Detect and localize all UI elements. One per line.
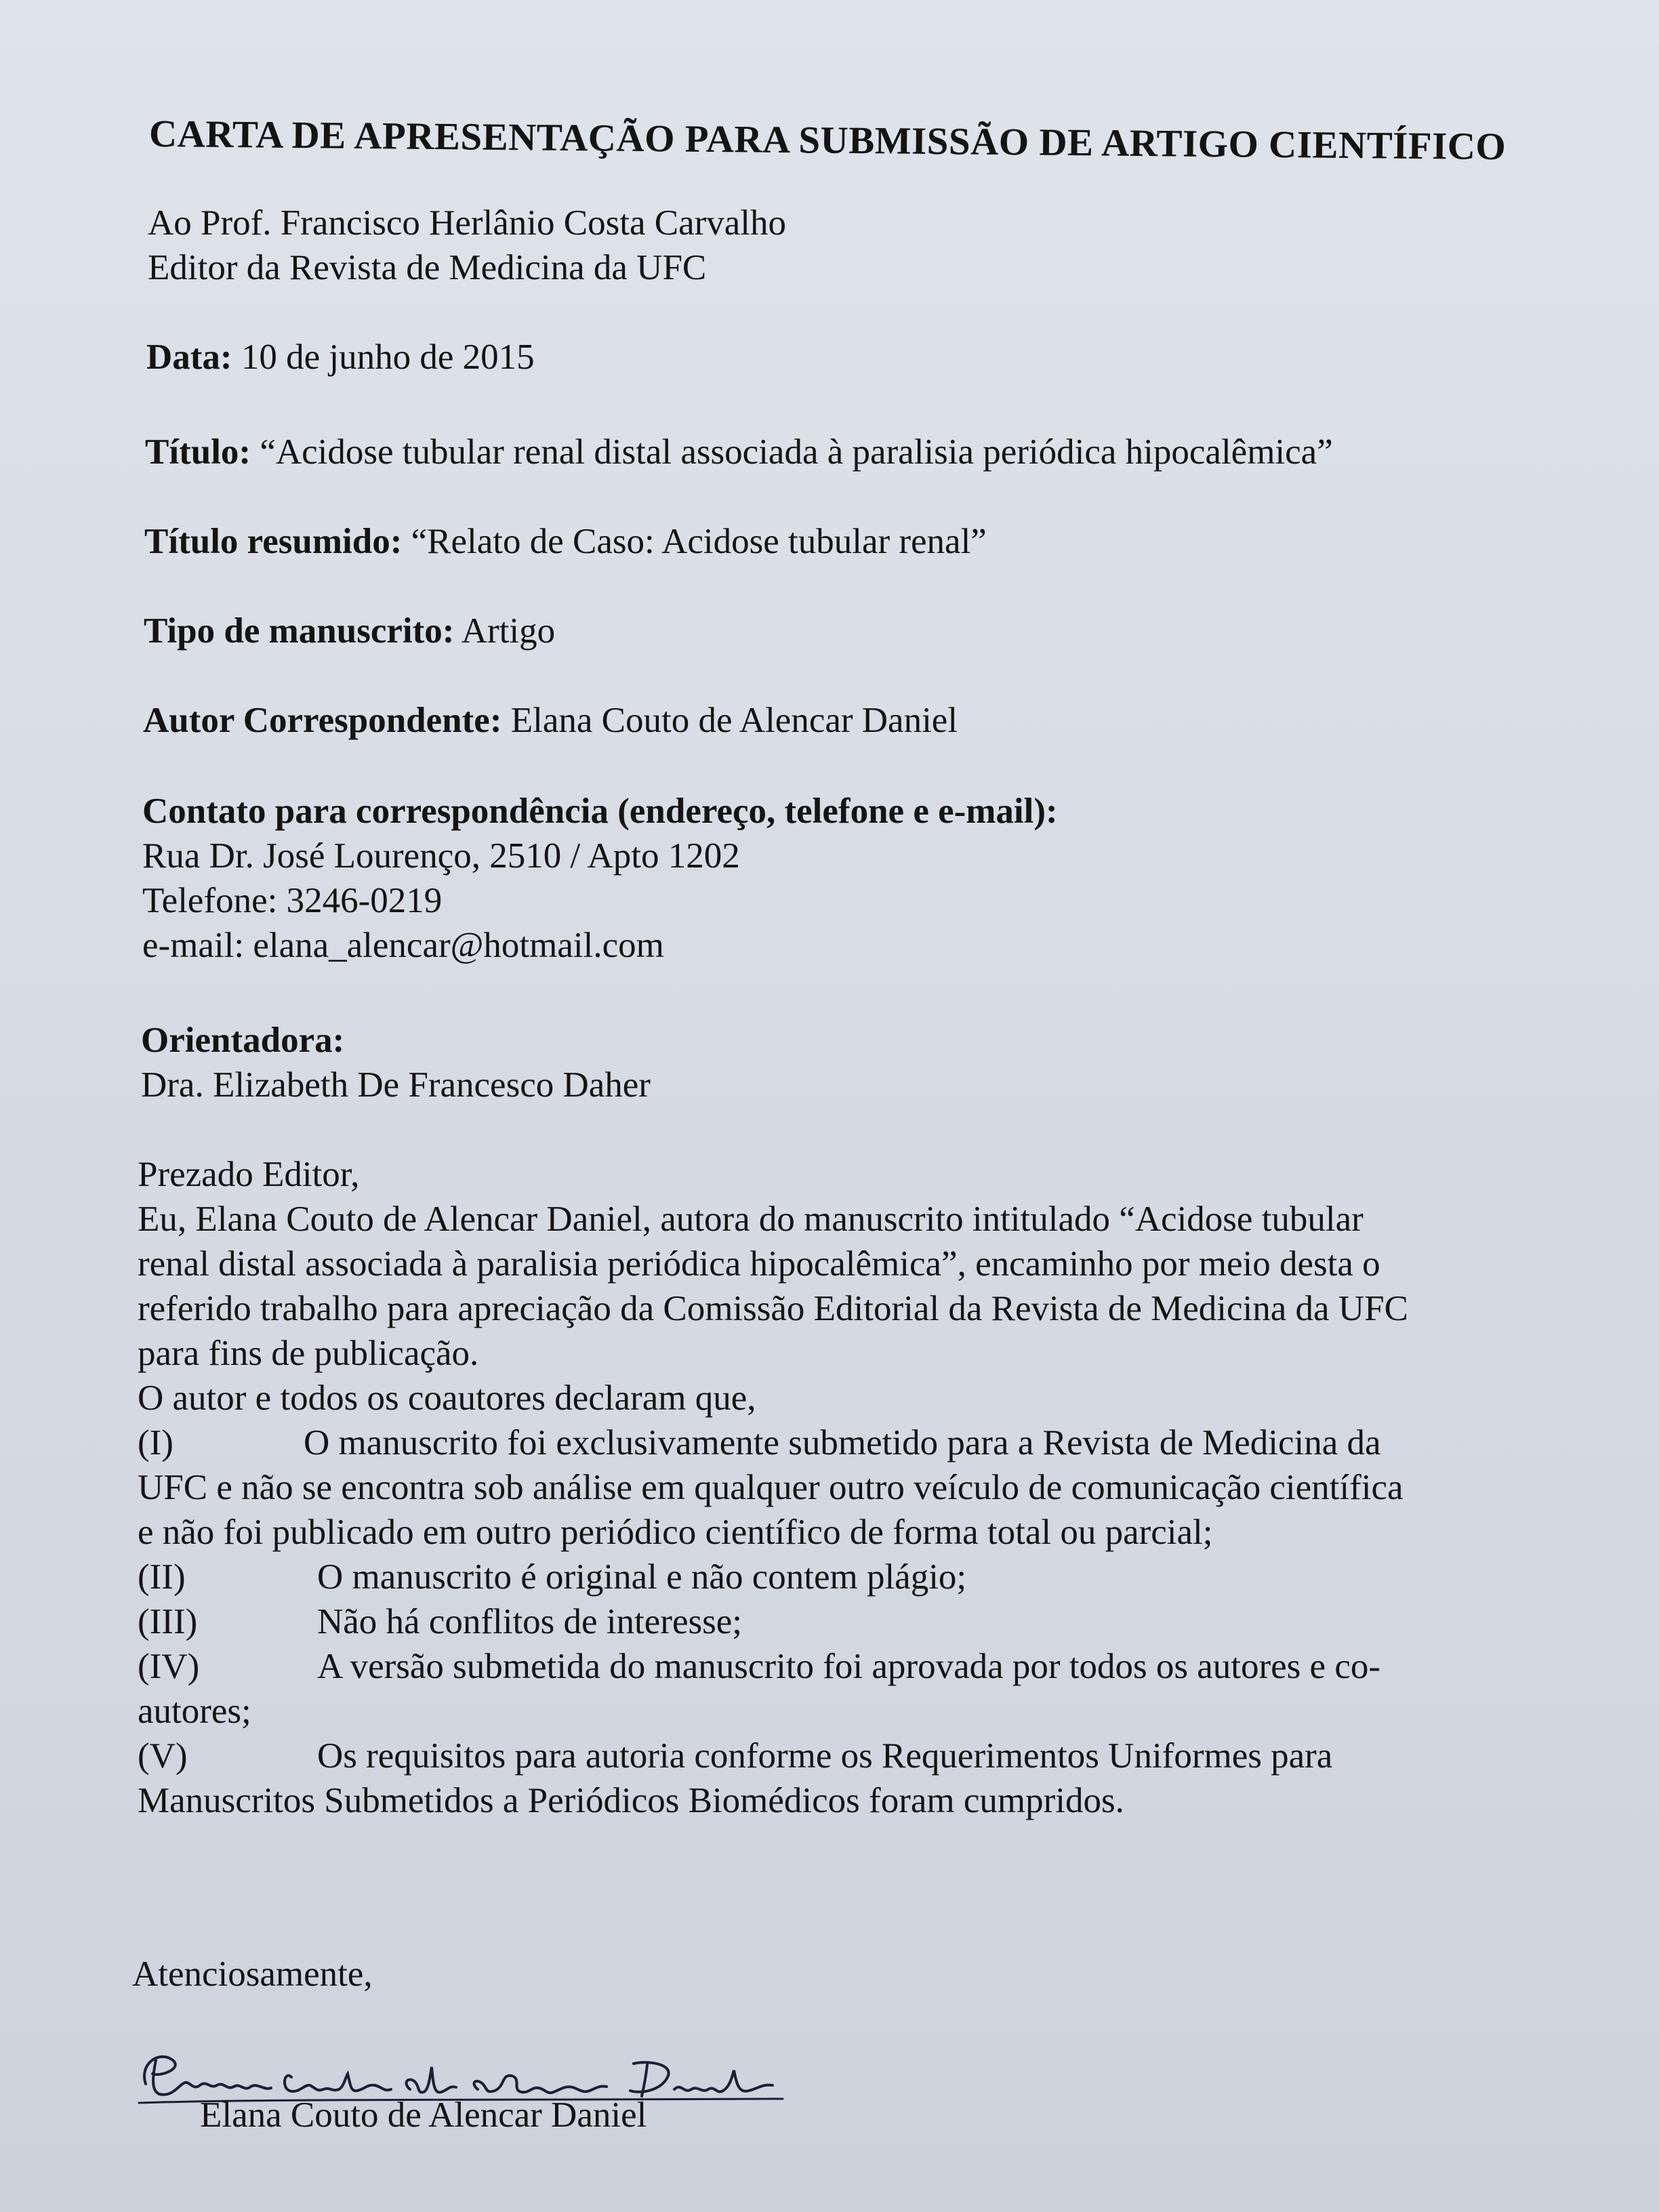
item-number: (V) xyxy=(138,1736,188,1776)
date-field xyxy=(146,335,535,380)
item-text: O manuscrito é original e não contem plágio; xyxy=(317,1557,967,1597)
body-line: renal distal associada à paralisia periódica hipocalêmica”, encaminho por meio desta o xyxy=(138,1244,1380,1284)
closing: Atenciosamente, xyxy=(132,1954,373,1994)
recipient-block xyxy=(148,201,786,290)
item-continuation: e não foi publicado em outro periódico científico de forma total ou parcial; xyxy=(138,1513,1213,1552)
advisor-label: Orientadora: xyxy=(141,1021,345,1060)
date-value: 10 de junho de 2015 xyxy=(241,337,535,377)
advisor-name: Dra. Elizabeth De Francesco Daher xyxy=(141,1065,651,1105)
body-line: para fins de publicação. xyxy=(138,1334,479,1373)
manuscript-type-field xyxy=(144,609,555,653)
item-text: Os requisitos para autoria conforme os Requerimentos Uniformes para xyxy=(317,1736,1333,1776)
signer-name: Elana Couto de Alencar Daniel xyxy=(200,2095,647,2135)
contact-phone: Telefone: 3246-0219 xyxy=(142,881,443,920)
item-continuation: autores; xyxy=(138,1692,251,1731)
type-label: Tipo de manuscrito: xyxy=(144,611,455,651)
body-line: referido trabalho para apreciação da Comissão Editorial da Revista de Medicina da UFC xyxy=(138,1289,1408,1328)
title-label: Título: xyxy=(145,432,251,472)
contact-email: e-mail: elana_alencar@hotmail.com xyxy=(142,926,664,965)
title-field xyxy=(145,430,1333,474)
recipient-name: Ao Prof. Francisco Herlânio Costa Carvalho xyxy=(148,203,787,243)
short-title-label: Título resumido: xyxy=(144,522,403,561)
item-text: Não há conflitos de interesse; xyxy=(317,1602,742,1641)
date-label: Data: xyxy=(146,337,232,377)
contact-label: Contato para correspondência (endereço, telefone e e-mail): xyxy=(142,792,1058,831)
item-number: (II) xyxy=(138,1557,186,1597)
author-field xyxy=(143,698,958,743)
declaration-item-2 xyxy=(138,1555,1561,1599)
item-continuation: UFC e não se encontra sob análise em qualquer outro veículo de comunicação científica xyxy=(138,1468,1404,1507)
greeting: Prezado Editor, xyxy=(138,1155,360,1194)
body-line: Eu, Elana Couto de Alencar Daniel, autora do manuscrito intitulado “Acidose tubular xyxy=(138,1200,1364,1239)
item-text: O manuscrito foi exclusivamente submetido para a Revista de Medicina da xyxy=(304,1423,1381,1462)
declaration-item-1 xyxy=(138,1420,1561,1465)
contact-address: Rua Dr. José Lourenço, 2510 / Apto 1202 xyxy=(142,836,740,876)
author-value: Elana Couto de Alencar Daniel xyxy=(510,701,958,740)
contact-block xyxy=(142,789,1058,968)
declaration-item-3 xyxy=(138,1599,1561,1644)
letter-title: CARTA DE APRESENTAÇÃO PARA SUBMISSÃO DE ARTIGO CIENTÍFICO xyxy=(148,112,1507,169)
declaration-item-4 xyxy=(138,1644,1561,1689)
recipient-role: Editor da Revista de Medicina da UFC xyxy=(148,248,707,287)
short-title-field xyxy=(144,519,987,564)
author-label: Autor Correspondente: xyxy=(143,701,502,740)
item-continuation: Manuscritos Submetidos a Periódicos Biomédicos foram cumpridos. xyxy=(138,1781,1124,1820)
item-text: A versão submetida do manuscrito foi aprovada por todos os autores e co- xyxy=(317,1647,1380,1686)
item-number: (IV) xyxy=(138,1647,200,1686)
body-line: O autor e todos os coautores declaram que, xyxy=(138,1378,756,1418)
short-title-value: “Relato de Caso: Acidose tubular renal” xyxy=(411,522,987,561)
item-number: (III) xyxy=(138,1602,198,1641)
declaration-item-5 xyxy=(138,1734,1561,1778)
advisor-block xyxy=(141,1018,651,1107)
type-value: Artigo xyxy=(461,611,556,651)
item-number: (I) xyxy=(138,1423,173,1462)
title-value: “Acidose tubular renal distal associada à paralisia periódica hipocalêmica” xyxy=(260,432,1333,472)
letter-body xyxy=(138,1152,1561,1823)
